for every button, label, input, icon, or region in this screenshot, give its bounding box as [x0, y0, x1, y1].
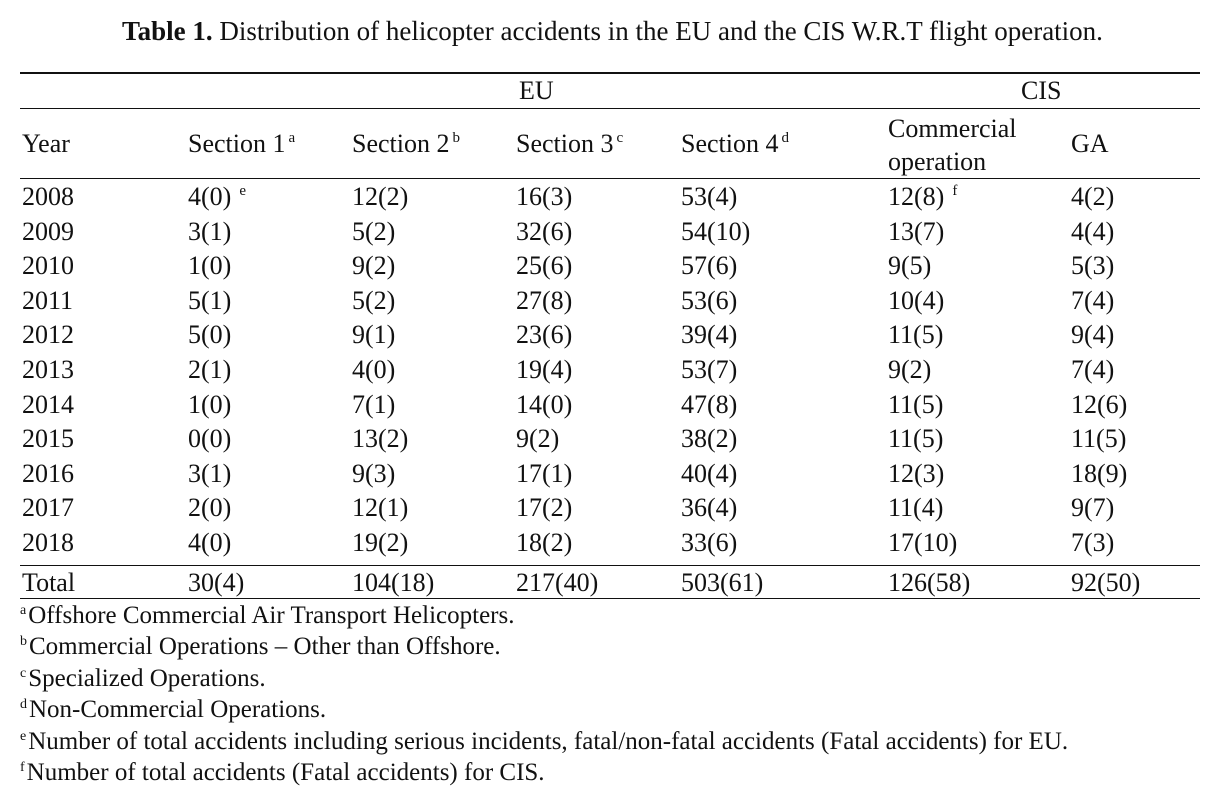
cell-section-4: 53(7) — [681, 355, 738, 384]
cell-section-1: 2(1) — [188, 355, 232, 384]
footnote-f — [20, 757, 545, 792]
cell-year: 2009 — [22, 216, 74, 246]
cell-year: 2018 — [22, 528, 74, 557]
cell-ga: 5(3) — [1071, 251, 1115, 281]
cell-section-2: 9(3) — [352, 458, 396, 488]
cell-year: 2017 — [22, 493, 74, 523]
cell-section-2: 9(1) — [352, 320, 396, 350]
cell-commercial: 12(8) $^f$ — [888, 182, 958, 211]
cell-year: 2015 — [22, 424, 74, 454]
cell-section-1: 5(0) — [188, 320, 232, 350]
table-bottom-rule — [20, 598, 1200, 599]
table-row — [0, 214, 1225, 249]
column-header-section-2: Section 2 $^b$ — [352, 129, 460, 158]
column-header-commercial-operation: Commercial operation — [888, 114, 1017, 176]
cell-section-2: 7(1) — [352, 389, 396, 419]
cell-section-2: 12(2) — [352, 182, 409, 211]
cell-section-3: 14(0) — [516, 389, 573, 419]
column-header-section-3: Section 3 $^c$ — [516, 129, 624, 158]
cell-section-4: 57(6) — [681, 251, 738, 281]
column-header-ga: GA — [1071, 129, 1109, 158]
cell-section-4: 54(10) — [681, 216, 751, 246]
column-header-section-1: Section 1 $^a$ — [188, 129, 296, 158]
cell-total-commercial: 126(58) — [888, 568, 971, 597]
footnote-text: Commercial Operations – Other than Offshore. — [29, 633, 501, 661]
cell-commercial: 12(3) — [888, 458, 945, 488]
cell-ga: 7(4) — [1071, 285, 1115, 315]
cell-year: 2012 — [22, 320, 74, 350]
cell-section-4: 39(4) — [681, 320, 738, 350]
cell-section-2: 5(2) — [352, 216, 396, 246]
footnote-a — [20, 600, 515, 635]
cell-section-4: 53(6) — [681, 285, 738, 315]
cell-ga: 4(4) — [1071, 216, 1115, 246]
cell-total-section-4: 503(61) — [681, 568, 764, 597]
footnote-mark: d — [781, 130, 789, 146]
footnote-mark: f — [20, 760, 25, 775]
cell-section-4: 36(4) — [681, 493, 738, 523]
footnote-mark: e — [239, 183, 246, 199]
cell-total-label: Total — [22, 568, 76, 597]
cell-ga: 18(9) — [1071, 458, 1128, 488]
footnote-d — [20, 694, 326, 729]
table-row — [0, 179, 1225, 214]
cell-section-3: 23(6) — [516, 320, 573, 350]
cell-year: 2013 — [22, 355, 74, 384]
cell-section-1: 4(0) — [188, 528, 232, 557]
cell-section-2: 4(0) — [352, 355, 396, 384]
cell-section-2: 5(2) — [352, 285, 396, 315]
table-row — [0, 387, 1225, 422]
cell-commercial: 11(5) — [888, 320, 944, 350]
cell-section-3: 17(2) — [516, 493, 573, 523]
cell-section-1: 5(1) — [188, 285, 232, 315]
column-header-section-4: Section 4 $^d$ — [681, 129, 789, 158]
cell-section-3: 19(4) — [516, 355, 573, 384]
table-row — [0, 317, 1225, 352]
footnote-text: Offshore Commercial Air Transport Helicopters. — [28, 602, 515, 629]
column-header-year: Year — [22, 129, 70, 158]
cell-commercial: 9(5) — [888, 251, 932, 281]
cell-total-section-1: 30(4) — [188, 568, 245, 597]
cell-ga: 7(3) — [1071, 528, 1115, 557]
cell-section-3: 32(6) — [516, 216, 573, 246]
table-row — [0, 525, 1225, 560]
cell-year: 2014 — [22, 389, 74, 419]
cell-year: 2016 — [22, 458, 74, 488]
cell-section-1: 3(1) — [188, 216, 232, 246]
cell-section-4: 47(8) — [681, 389, 738, 419]
cell-section-3: 16(3) — [516, 182, 573, 211]
table-row — [0, 248, 1225, 283]
cell-ga: 12(6) — [1071, 389, 1128, 419]
table-row — [0, 490, 1225, 525]
footnote-b — [20, 631, 501, 666]
cell-ga: 4(2) — [1071, 182, 1115, 211]
cell-total-section-2: 104(18) — [352, 568, 435, 597]
cell-total-ga: 92(50) — [1071, 568, 1141, 597]
cell-section-1: 4(0) $^e$ — [188, 182, 246, 211]
footnote-mark: a — [288, 130, 296, 146]
cell-ga: 9(7) — [1071, 493, 1115, 523]
footnote-mark: c — [616, 130, 624, 146]
cell-section-3: 17(1) — [516, 458, 573, 488]
cell-commercial: 9(2) — [888, 355, 932, 384]
group-header-rule — [20, 108, 1200, 109]
footnote-mark: b — [20, 634, 27, 650]
cell-section-4: 40(4) — [681, 458, 738, 488]
cell-section-3: 18(2) — [516, 528, 573, 557]
cell-section-3: 27(8) — [516, 285, 573, 315]
footnote-text: Number of total accidents including serious incidents, fatal/non-fatal accidents (Fatal accidents) for EU. — [28, 727, 1069, 755]
footnote-mark: e — [20, 728, 27, 744]
cell-section-2: 13(2) — [352, 424, 409, 454]
table-row — [0, 456, 1225, 491]
cell-section-3: 25(6) — [516, 251, 573, 281]
cell-section-1: 3(1) — [188, 458, 232, 488]
table-row — [0, 283, 1225, 318]
table-row-total — [0, 565, 1225, 600]
cell-year: 2010 — [22, 251, 74, 281]
cell-section-1: 2(0) — [188, 493, 232, 523]
footnote-c — [20, 663, 266, 698]
table-row — [0, 421, 1225, 456]
table-row — [0, 352, 1225, 387]
group-header-eu: EU — [519, 76, 554, 105]
group-header-cis: CIS — [1021, 76, 1062, 105]
table-caption — [0, 16, 1225, 47]
footnote-text: Specialized Operations. — [28, 664, 266, 692]
footnote-mark: f — [952, 183, 958, 199]
cell-section-4: 38(2) — [681, 424, 738, 454]
cell-commercial: 11(5) — [888, 389, 944, 419]
footnote-text: Non-Commercial Operations. — [29, 696, 327, 724]
cell-commercial: 11(4) — [888, 493, 944, 523]
footnote-mark: b — [452, 130, 460, 146]
footnote-mark: d — [20, 697, 27, 713]
cell-ga: 9(4) — [1071, 320, 1115, 350]
cell-total-section-3: 217(40) — [516, 568, 599, 597]
cell-ga: 7(4) — [1071, 355, 1115, 384]
cell-section-1: 1(0) — [188, 251, 232, 281]
cell-section-3: 9(2) — [516, 424, 560, 454]
table-top-rule — [20, 72, 1200, 74]
cell-section-4: 53(4) — [681, 182, 738, 211]
cell-year: 2008 — [22, 182, 74, 211]
cell-commercial: 10(4) — [888, 285, 945, 315]
cell-section-1: 0(0) — [188, 424, 232, 454]
cell-section-2: 19(2) — [352, 528, 409, 557]
footnote-mark: c — [20, 665, 27, 681]
cell-section-2: 12(1) — [352, 493, 409, 523]
cell-commercial: 17(10) — [888, 528, 958, 557]
cell-commercial: 11(5) — [888, 424, 944, 454]
footnote-e — [20, 726, 1068, 761]
cell-section-2: 9(2) — [352, 251, 396, 281]
table-caption-text: Distribution of helicopter accidents in the EU and the CIS W.R.T flight operation. — [212, 16, 1103, 46]
cell-ga: 11(5) — [1071, 424, 1127, 454]
cell-section-4: 33(6) — [681, 528, 738, 557]
footnote-mark: a — [20, 603, 27, 618]
cell-year: 2011 — [22, 285, 74, 315]
cell-section-1: 1(0) — [188, 389, 232, 419]
footnote-text: Number of total accidents (Fatal accidents) for CIS. — [26, 759, 545, 786]
cell-commercial: 13(7) — [888, 216, 945, 246]
table-caption-label: Table 1. — [122, 16, 213, 46]
